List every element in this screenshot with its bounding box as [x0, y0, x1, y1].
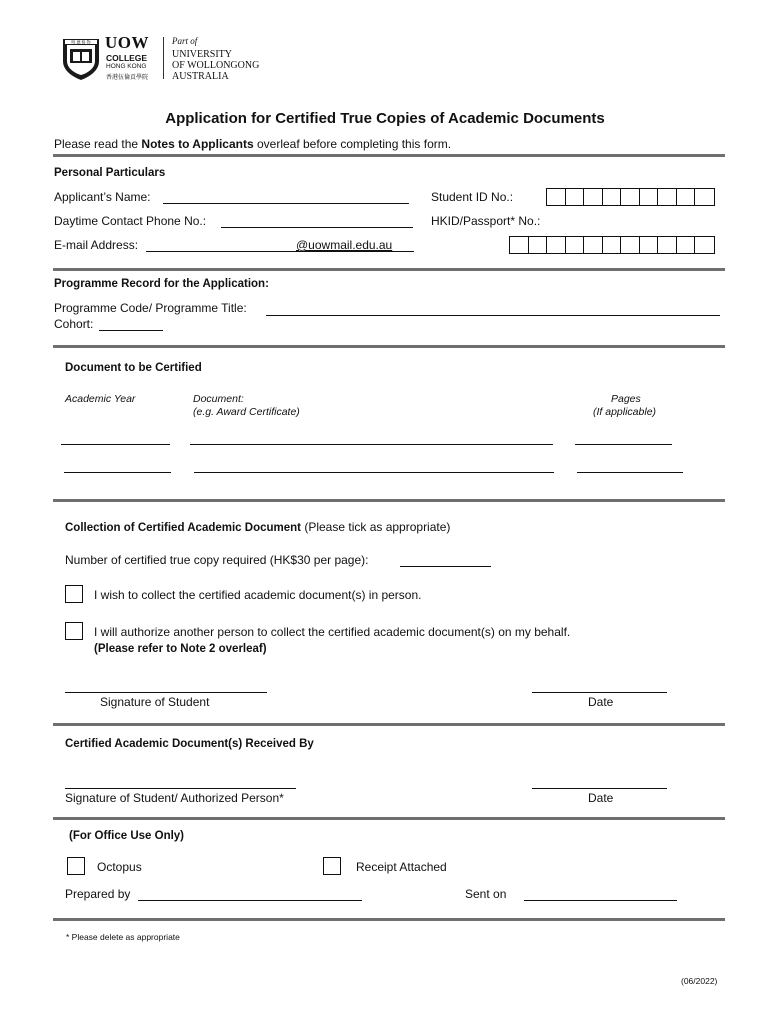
university-line-2: OF WOLLONGONG [172, 60, 260, 71]
octopus-label: Octopus [97, 860, 142, 874]
document-heading: Document to be Certified [65, 362, 202, 374]
receipt-attached-checkbox[interactable] [323, 857, 341, 875]
collection-heading-note: (Please tick as appropriate) [301, 520, 451, 534]
col-pages-note: (If applicable) [593, 406, 657, 418]
year-field-2[interactable] [64, 472, 171, 473]
programme-heading: Programme Record for the Application: [54, 278, 269, 290]
cohort-label: Cohort: [54, 317, 94, 331]
svg-text:明 德 格 物: 明 德 格 物 [71, 39, 91, 45]
sent-on-label: Sent on [465, 887, 507, 901]
brand-chinese: 香港伍倫貢學院 [106, 75, 149, 81]
phone-field[interactable] [221, 227, 413, 228]
receipt-attached-label: Receipt Attached [356, 860, 447, 874]
received-date-line[interactable] [532, 788, 667, 789]
name-field[interactable] [163, 203, 409, 204]
uow-college-logo [61, 35, 271, 85]
pages-field-1[interactable] [575, 444, 672, 445]
authorize-person-note: (Please refer to Note 2 overleaf) [94, 643, 267, 655]
octopus-checkbox[interactable] [67, 857, 85, 875]
name-label: Applicant’s Name: [54, 190, 151, 204]
prepared-by-field[interactable] [138, 900, 362, 901]
cohort-field[interactable] [99, 330, 163, 331]
student-id-boxes[interactable] [546, 188, 715, 206]
student-signature-line[interactable] [65, 692, 267, 693]
col-academic-year: Academic Year [65, 393, 136, 405]
university-line-1: UNIVERSITY [172, 49, 232, 60]
brand-college: COLLEGE [106, 53, 148, 63]
col-document-example: (e.g. Award Certificate) [193, 406, 300, 418]
collect-in-person-checkbox[interactable] [65, 585, 83, 603]
sent-on-field[interactable] [524, 900, 677, 901]
phone-label: Daytime Contact Phone No.: [54, 214, 207, 228]
received-date-label: Date [588, 791, 614, 805]
intro-prefix: Please read the [54, 137, 142, 151]
brand-location: HONG KONG [106, 63, 147, 70]
section-divider [53, 499, 725, 502]
programme-code-label: Programme Code/ Programme Title: [54, 301, 247, 315]
section-divider [53, 345, 725, 348]
pages-field-2[interactable] [577, 472, 683, 473]
footnote: * Please delete as appropriate [66, 932, 180, 942]
received-heading: Certified Academic Document(s) Received By [65, 738, 314, 750]
student-signature-label: Signature of Student [100, 695, 210, 709]
collection-heading [65, 520, 450, 534]
university-line-3: AUSTRALIA [172, 71, 229, 82]
crest-icon [61, 35, 101, 81]
col-document: Document: [193, 393, 244, 405]
collect-in-person-label: I wish to collect the certified academic document(s) in person. [94, 588, 422, 602]
part-of-label: Part of [172, 36, 198, 46]
copies-field[interactable] [400, 566, 491, 567]
section-divider [53, 723, 725, 726]
hkid-boxes[interactable] [509, 236, 715, 254]
logo-divider [163, 37, 164, 79]
email-domain: @uowmail.edu.au [296, 238, 393, 252]
received-signature-line[interactable] [65, 788, 296, 789]
col-pages: Pages [611, 393, 641, 405]
authorize-person-label: I will authorize another person to collect the certified academic document(s) on my behalf. [94, 625, 571, 639]
hkid-label: HKID/Passport* No.: [431, 214, 541, 228]
student-id-label: Student ID No.: [431, 190, 514, 204]
section-divider [53, 918, 725, 921]
intro-text [54, 137, 451, 151]
document-field-2[interactable] [194, 472, 554, 473]
authorize-person-checkbox[interactable] [65, 622, 83, 640]
received-signature-label: Signature of Student/ Authorized Person* [65, 791, 284, 805]
intro-suffix: overleaf before completing this form. [253, 137, 452, 151]
page-title: Application for Certified True Copies of Academic Documents [165, 110, 605, 127]
copies-label: Number of certified true copy required (HK$30 per page): [65, 553, 369, 567]
brand-name: UOW [105, 33, 149, 52]
intro-bold: Notes to Applicants [141, 137, 254, 151]
section-divider [53, 154, 725, 157]
document-field-1[interactable] [190, 444, 553, 445]
collection-date-label: Date [588, 695, 614, 709]
collection-date-line[interactable] [532, 692, 667, 693]
year-field-1[interactable] [61, 444, 170, 445]
programme-code-field[interactable] [266, 315, 720, 316]
section-divider [53, 268, 725, 271]
prepared-by-label: Prepared by [65, 887, 131, 901]
version-label: (06/2022) [681, 976, 718, 986]
collection-heading-text: Collection of Certified Academic Document [65, 522, 301, 534]
section-divider [53, 817, 725, 820]
email-label: E-mail Address: [54, 238, 139, 252]
office-heading: (For Office Use Only) [69, 830, 185, 842]
personal-heading: Personal Particulars [54, 167, 166, 179]
